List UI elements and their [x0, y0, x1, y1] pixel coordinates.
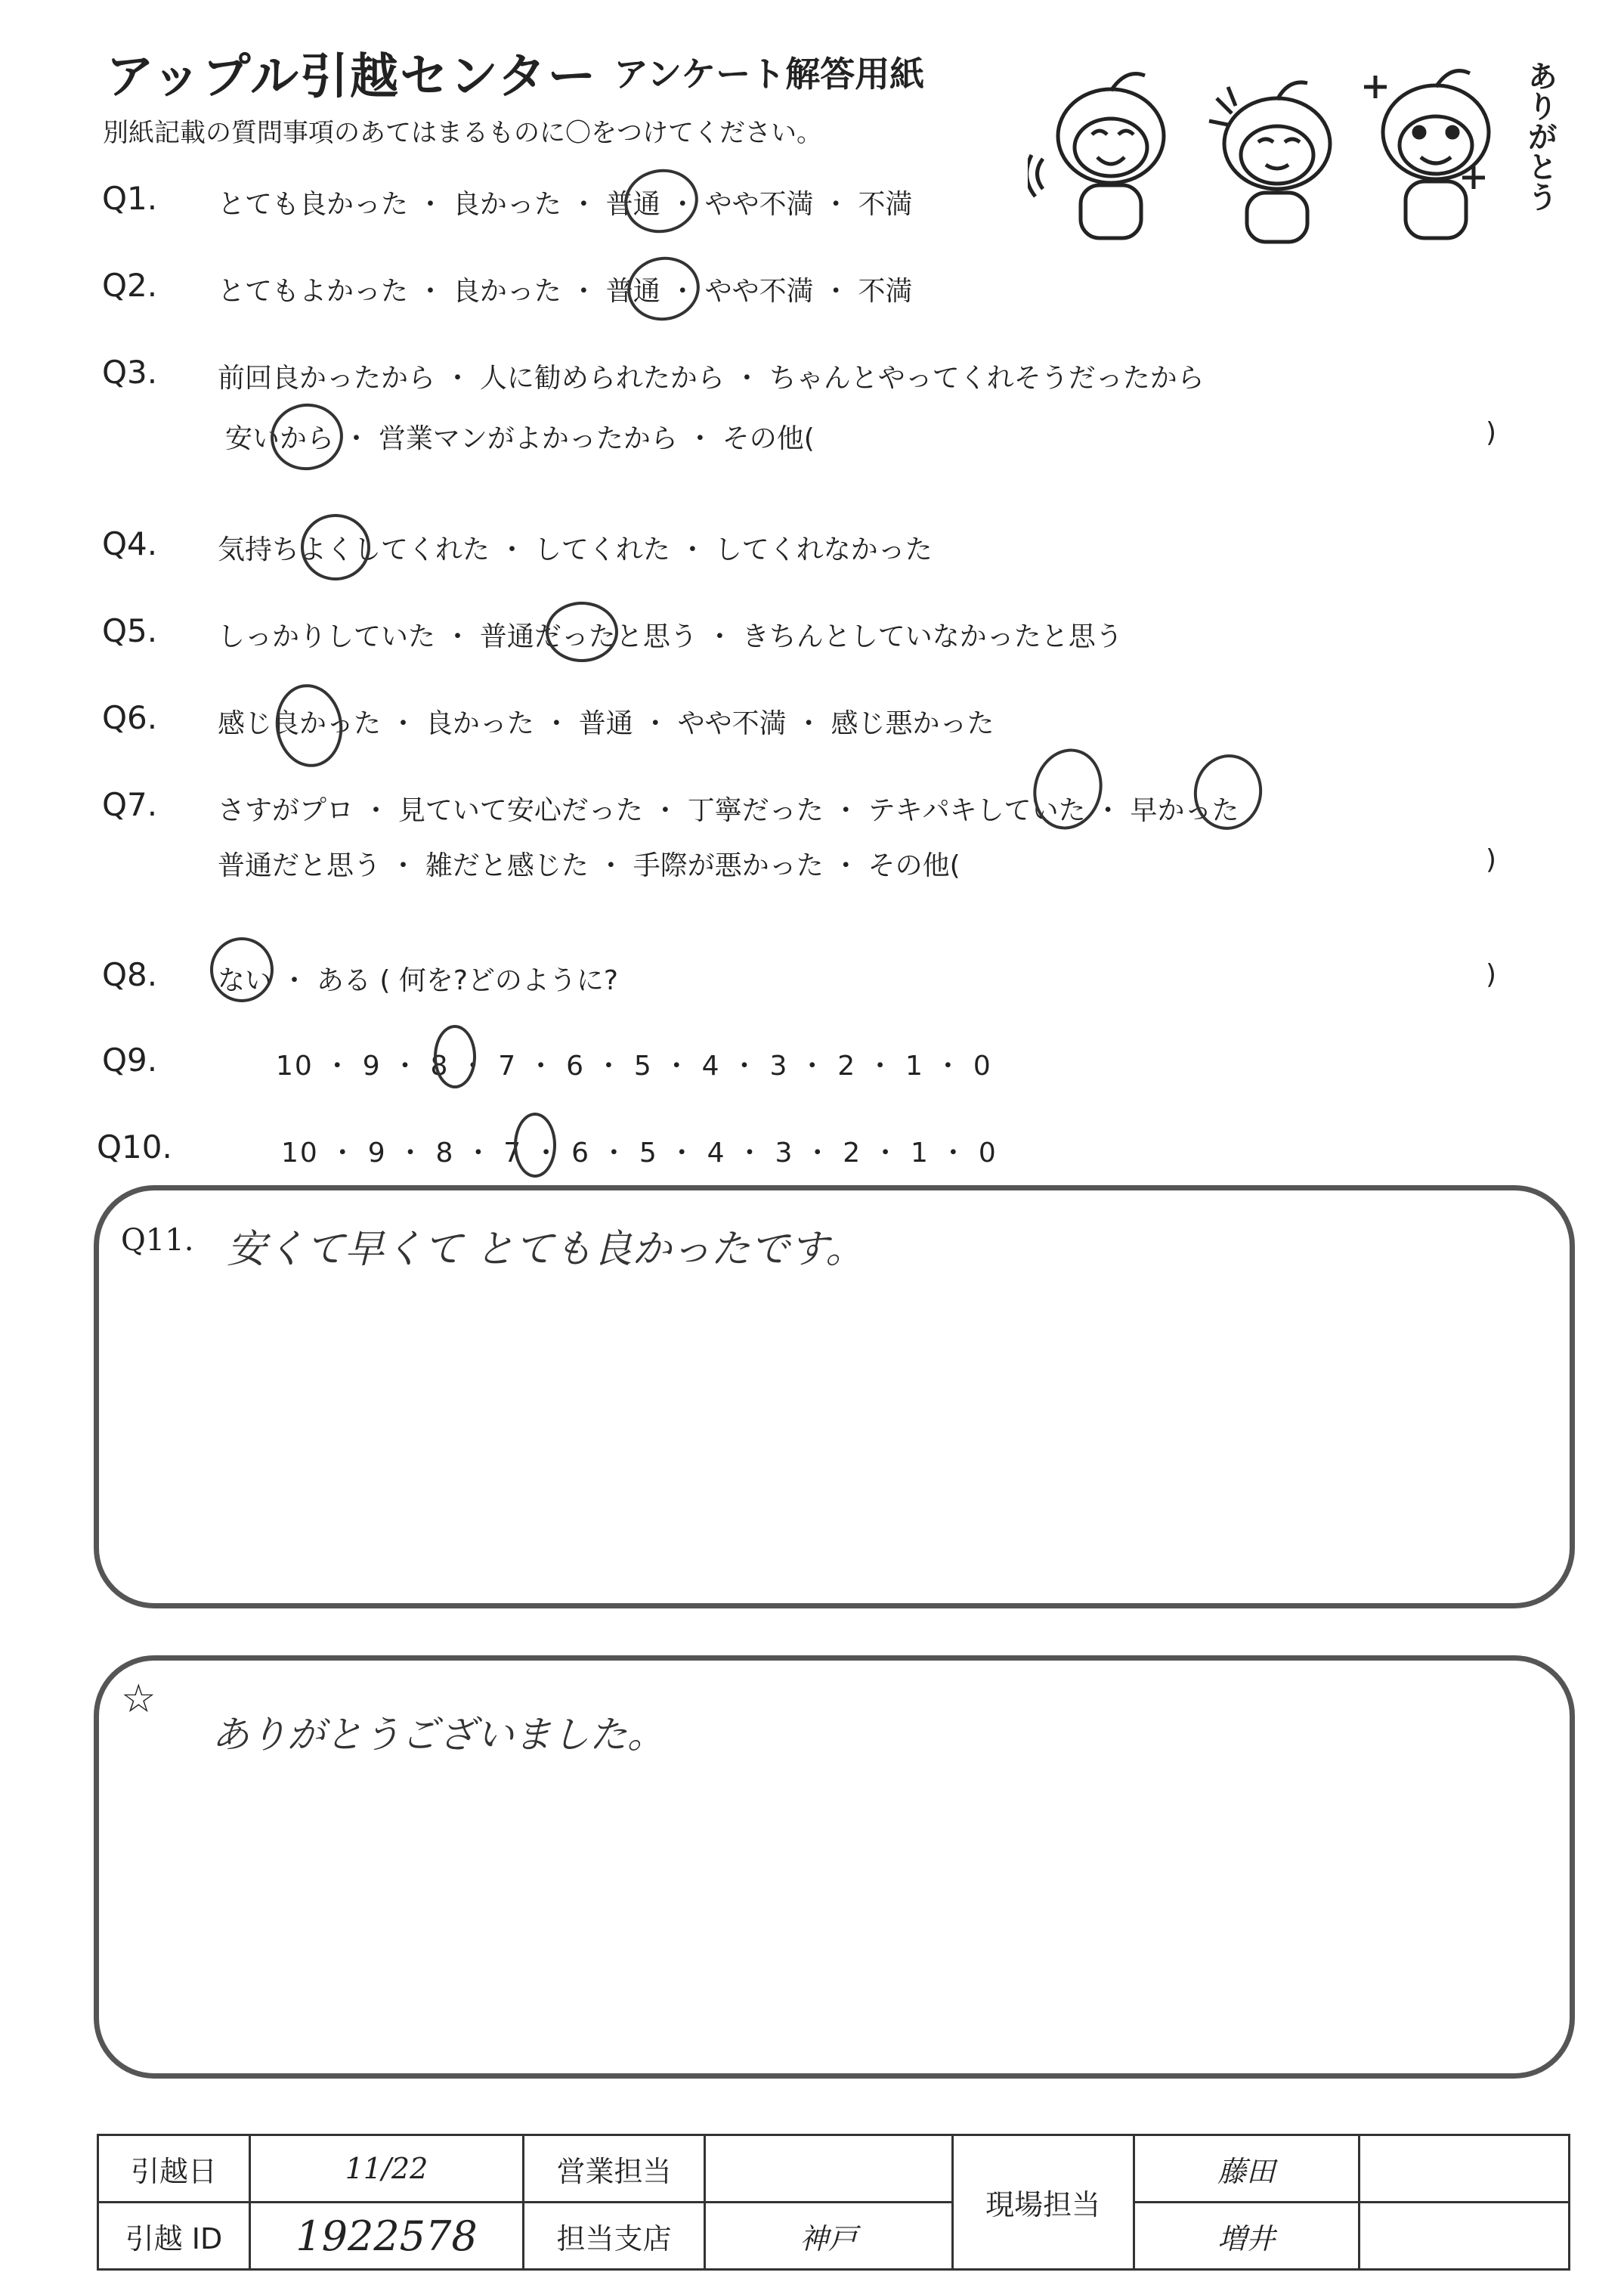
site-rep-value-1: 藤田	[1134, 2135, 1359, 2203]
q11-handwritten-answer: 安くて早くて とても良かったです。	[227, 1227, 865, 1272]
q3-label: Q3.	[102, 354, 158, 391]
sales-rep-label: 営業担当	[524, 2135, 705, 2203]
site-rep-extra-cell-2	[1359, 2203, 1569, 2270]
form-instruction: 別紙記載の質問事項のあてはまるものに〇をつけてください。	[103, 118, 822, 148]
star-icon: ☆	[121, 1676, 156, 1722]
q2-answer-circle	[622, 251, 704, 326]
q7-label: Q7.	[102, 786, 158, 823]
q5-label: Q5.	[102, 612, 158, 649]
q7-close-paren: )	[1486, 844, 1497, 875]
q7-options-line1: さすがプロ ・ 見ていて安心だった ・ 丁寧だった ・ テキパキしていた ・ 早かった	[218, 795, 1239, 826]
q2-options: とてもよかった ・ 良かった ・ 普通 ・ やや不満 ・ 不満	[218, 276, 913, 307]
q3-options-line2: 安いから ・ 営業マンがよかったから ・ その他(	[225, 423, 815, 454]
q6-options: 感じ良かった ・ 良かった ・ 普通 ・ やや不満 ・ 感じ悪かった	[218, 708, 995, 739]
q4-options: 気持ちよくしてくれた ・ してくれた ・ してくれなかった	[218, 534, 933, 565]
q5-answer-circle	[546, 602, 618, 662]
move-id-label: 引越 ID	[98, 2203, 250, 2270]
company-brand: アップル引越センター	[106, 49, 598, 105]
q7-options-line2: 普通だと思う ・ 雑だと感じた ・ 手際が悪かった ・ その他(	[218, 850, 960, 881]
q9-answer-circle	[434, 1025, 476, 1088]
monkey-middle-icon	[1209, 82, 1330, 242]
q11-box-label: Q11.	[121, 1223, 194, 1258]
q9-scale: 10 ・ 9 ・ 8 ・ 7 ・ 6 ・ 5 ・ 4 ・ 3 ・ 2 ・ 1 ・ 0	[276, 1051, 992, 1082]
q3-options-line1: 前回良かったから ・ 人に勧められたから ・ ちゃんとやってくれそうだったから	[218, 363, 1205, 394]
q4-answer-circle	[301, 514, 370, 580]
monkey-right-icon	[1364, 71, 1489, 238]
q10-label: Q10.	[97, 1128, 172, 1166]
q6-answer-circle	[271, 680, 348, 771]
mascot-monkeys-illustration	[1028, 53, 1557, 249]
star-handwritten-answer: ありがとうございました。	[212, 1713, 665, 1757]
move-info-table	[97, 2134, 1570, 2271]
move-date-value: 11/22	[250, 2135, 524, 2203]
move-date-label: 引越日	[98, 2135, 250, 2203]
q8-close-paren: )	[1486, 959, 1497, 990]
q10-scale: 10 ・ 9 ・ 8 ・ 7 ・ 6 ・ 5 ・ 4 ・ 3 ・ 2 ・ 1 ・ 0	[281, 1138, 998, 1169]
site-rep-label: 現場担当	[952, 2135, 1134, 2270]
form-subtitle: アンケート解答用紙	[614, 54, 925, 94]
move-id-value: 1922578	[250, 2203, 524, 2270]
q8-answer-circle	[210, 937, 274, 1002]
branch-label: 担当支店	[524, 2203, 705, 2270]
site-rep-value-2: 増井	[1134, 2203, 1359, 2270]
q1-options: とても良かった ・ 良かった ・ 普通 ・ やや不満 ・ 不満	[218, 189, 913, 220]
q10-answer-circle	[514, 1113, 556, 1178]
site-rep-extra-cell	[1359, 2135, 1569, 2203]
branch-value: 神戸	[704, 2203, 952, 2270]
q1-label: Q1.	[102, 180, 158, 217]
q9-label: Q9.	[102, 1042, 158, 1079]
q6-label: Q6.	[102, 699, 158, 736]
q2-label: Q2.	[102, 267, 158, 304]
monkey-left-icon	[1028, 74, 1164, 239]
mascot-caption: ありがとう	[1523, 60, 1557, 212]
q5-options: しっかりしていた ・ 普通だったと思う ・ きちんとしていなかったと思う	[218, 621, 1123, 652]
sales-rep-value	[704, 2135, 952, 2203]
q3-close-paren: )	[1486, 417, 1497, 448]
q8-options: ない ・ ある ( 何を?どのように?	[218, 965, 619, 996]
q8-label: Q8.	[102, 956, 158, 993]
q3-answer-circle	[266, 399, 347, 475]
q1-answer-circle	[619, 163, 703, 239]
q4-label: Q4.	[102, 525, 158, 562]
